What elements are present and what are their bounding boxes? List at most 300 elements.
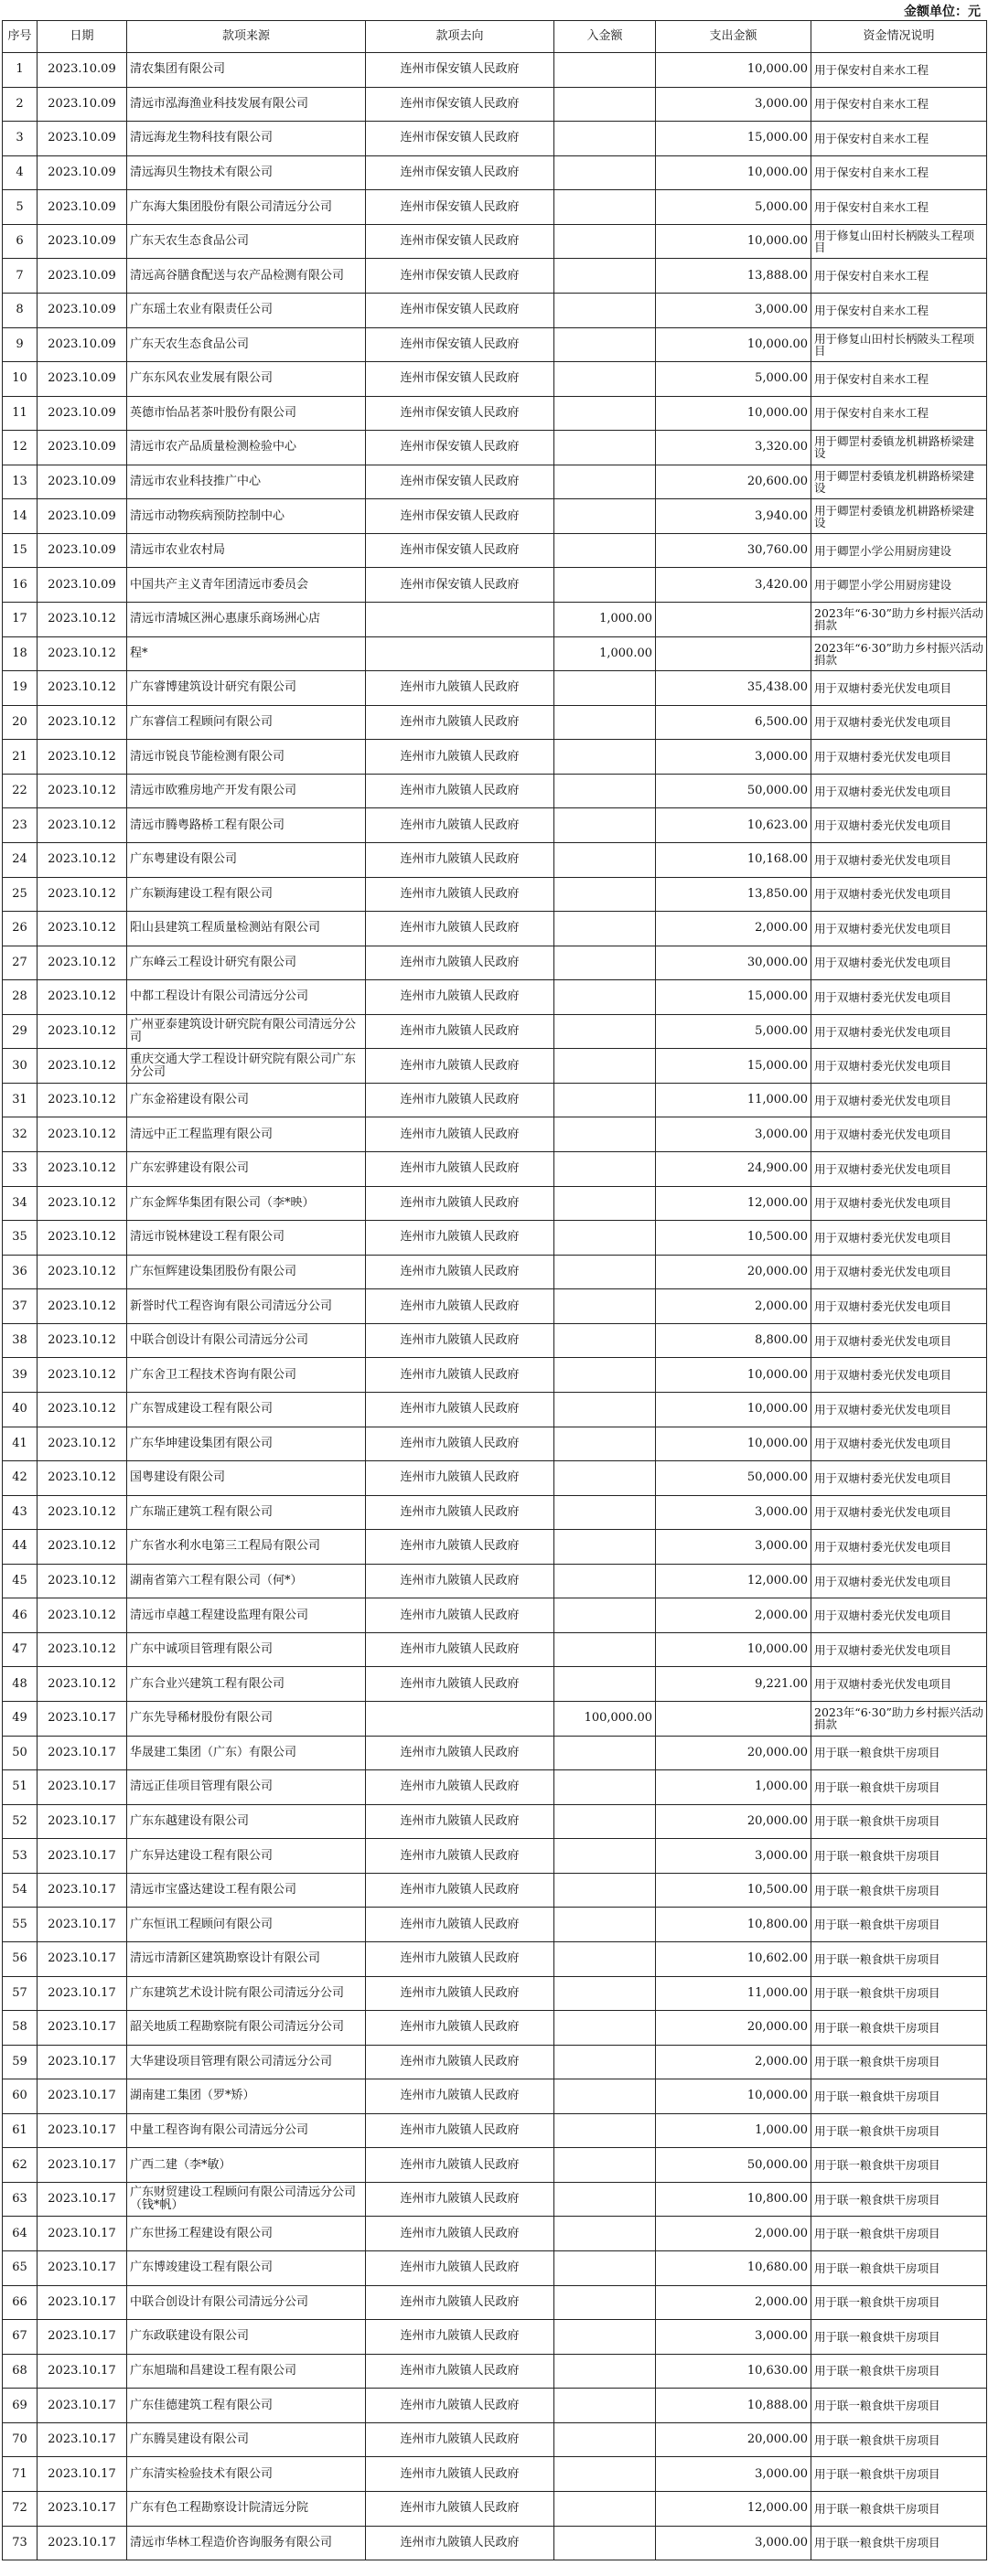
cell-seq: 42 [3,1461,38,1496]
table-row [3,2113,987,2148]
cell-destination: 连州市九陂镇人民政府 [366,2182,554,2217]
cell-expense: 12,000.00 [656,1186,811,1221]
header-source: 款项来源 [127,21,366,53]
cell-seq: 37 [3,1289,38,1324]
cell-source: 清远市动物疾病预防控制中心 [127,499,366,534]
cell-destination: 连州市九陂镇人民政府 [366,2113,554,2148]
cell-date: 2023.10.12 [38,1289,127,1324]
unit-line [0,0,988,20]
cell-destination: 连州市九陂镇人民政府 [366,1392,554,1427]
cell-note: 用于双塘村委光伏发电项目 [811,1221,987,1256]
table-row [3,1152,987,1187]
cell-note: 用于双塘村委光伏发电项目 [811,946,987,980]
cell-note: 用于保安村自来水工程 [811,53,987,88]
table-row [3,2182,987,2217]
cell-expense: 10,000.00 [656,327,811,362]
table-row [3,705,987,740]
cell-seq: 35 [3,1221,38,1256]
cell-note: 用于双塘村委光伏发电项目 [811,1530,987,1565]
cell-income [554,1530,656,1565]
cell-destination: 连州市保安镇人民政府 [366,53,554,88]
cell-destination: 连州市九陂镇人民政府 [366,1495,554,1530]
cell-income [554,1049,656,1084]
cell-note: 用于联一粮食烘干房项目 [811,2526,987,2560]
cell-income [554,2079,656,2114]
table-row [3,2045,987,2079]
cell-source: 广东华坤建设集团有限公司 [127,1427,366,1461]
cell-date: 2023.10.17 [38,1908,127,1942]
cell-expense: 50,000.00 [656,774,811,808]
cell-seq: 64 [3,2217,38,2251]
cell-date: 2023.10.17 [38,2148,127,2183]
cell-source: 广东峰云工程设计研究有限公司 [127,946,366,980]
cell-source: 清远市欧雅房地产开发有限公司 [127,774,366,808]
cell-destination: 连州市保安镇人民政府 [366,190,554,225]
cell-expense: 2,000.00 [656,1289,811,1324]
cell-seq: 44 [3,1530,38,1565]
cell-expense: 3,000.00 [656,2526,811,2560]
cell-expense: 13,888.00 [656,259,811,294]
cell-income [554,2113,656,2148]
cell-expense: 3,000.00 [656,2320,811,2355]
cell-seq: 25 [3,877,38,912]
cell-note: 用于联一粮食烘干房项目 [811,2354,987,2389]
cell-date: 2023.10.17 [38,2320,127,2355]
cell-date: 2023.10.12 [38,912,127,946]
cell-date: 2023.10.09 [38,533,127,568]
cell-note: 用于保安村自来水工程 [811,155,987,190]
cell-destination: 连州市九陂镇人民政府 [366,2285,554,2320]
cell-date: 2023.10.12 [38,774,127,808]
table-row [3,1461,987,1496]
cell-note: 用于联一粮食烘干房项目 [811,1770,987,1805]
cell-date: 2023.10.12 [38,1461,127,1496]
table-row [3,2011,987,2046]
cell-destination: 连州市九陂镇人民政府 [366,946,554,980]
cell-income [554,1014,656,1049]
cell-income [554,2457,656,2492]
cell-destination: 连州市九陂镇人民政府 [366,2148,554,2183]
cell-source: 广东恒辉建设集团股份有限公司 [127,1255,366,1289]
table-row [3,1014,987,1049]
cell-source: 中都工程设计有限公司清远分公司 [127,980,366,1015]
cell-expense: 24,900.00 [656,1152,811,1187]
cell-destination: 连州市保安镇人民政府 [366,465,554,499]
cell-note: 用于双塘村委光伏发电项目 [811,1014,987,1049]
cell-destination: 连州市九陂镇人民政府 [366,842,554,877]
cell-destination: 连州市九陂镇人民政府 [366,2079,554,2114]
cell-seq: 21 [3,740,38,775]
cell-destination: 连州市九陂镇人民政府 [366,1564,554,1598]
cell-note: 用于双塘村委光伏发电项目 [811,808,987,843]
cell-destination: 连州市保安镇人民政府 [366,224,554,259]
cell-expense: 10,623.00 [656,808,811,843]
cell-source: 广东省水利水电第三工程局有限公司 [127,1530,366,1565]
cell-expense: 20,000.00 [656,1804,811,1839]
cell-expense: 10,000.00 [656,155,811,190]
table-row [3,2389,987,2423]
cell-seq: 69 [3,2389,38,2423]
cell-seq: 48 [3,1667,38,1702]
cell-source: 清远市宝盛达建设工程有限公司 [127,1873,366,1908]
cell-income [554,396,656,431]
table-row [3,1049,987,1084]
cell-source: 中联合创设计有限公司清远分公司 [127,2285,366,2320]
cell-note: 用于联一粮食烘干房项目 [811,2422,987,2457]
cell-date: 2023.10.12 [38,946,127,980]
cell-destination: 连州市保安镇人民政府 [366,431,554,465]
cell-source: 中量工程咨询有限公司清远分公司 [127,2113,366,2148]
cell-note: 用于联一粮食烘干房项目 [811,2148,987,2183]
cell-income [554,877,656,912]
cell-date: 2023.10.09 [38,87,127,122]
cell-expense: 10,168.00 [656,842,811,877]
table-row [3,568,987,603]
cell-note: 用于卿罡村委镇龙机耕路桥梁建设 [811,499,987,534]
cell-income [554,224,656,259]
cell-note: 用于双塘村委光伏发电项目 [811,1049,987,1084]
cell-income [554,980,656,1015]
table-row [3,1564,987,1598]
cell-source: 广东清实检验技术有限公司 [127,2457,366,2492]
cell-income [554,465,656,499]
cell-income [554,842,656,877]
cell-date: 2023.10.12 [38,603,127,637]
cell-expense: 6,500.00 [656,705,811,740]
cell-expense: 3,000.00 [656,1839,811,1874]
table-row [3,362,987,397]
cell-source: 清远市华林工程造价咨询服务有限公司 [127,2526,366,2560]
cell-income [554,2182,656,2217]
cell-note: 用于双塘村委光伏发电项目 [811,980,987,1015]
cell-expense: 13,850.00 [656,877,811,912]
cell-source: 国粤建设有限公司 [127,1461,366,1496]
table-row [3,2491,987,2526]
cell-seq: 34 [3,1186,38,1221]
cell-seq: 63 [3,2182,38,2217]
cell-destination: 连州市保安镇人民政府 [366,122,554,156]
cell-note: 用于双塘村委光伏发电项目 [811,1564,987,1598]
cell-destination: 连州市九陂镇人民政府 [366,912,554,946]
cell-seq: 65 [3,2251,38,2286]
cell-date: 2023.10.12 [38,1598,127,1633]
cell-note: 用于双塘村委光伏发电项目 [811,1598,987,1633]
cell-seq: 68 [3,2354,38,2389]
cell-destination: 连州市九陂镇人民政府 [366,1976,554,2011]
cell-destination: 连州市保安镇人民政府 [366,327,554,362]
cell-note: 用于联一粮食烘干房项目 [811,2182,987,2217]
cell-note: 用于联一粮食烘干房项目 [811,2217,987,2251]
cell-date: 2023.10.12 [38,1427,127,1461]
table-row [3,636,987,671]
cell-note: 用于双塘村委光伏发电项目 [811,1255,987,1289]
cell-note: 用于联一粮食烘干房项目 [811,2457,987,2492]
cell-source: 广东瑞正建筑工程有限公司 [127,1495,366,1530]
cell-seq: 46 [3,1598,38,1633]
cell-source: 广东睿博建筑设计研究有限公司 [127,671,366,706]
cell-seq: 54 [3,1873,38,1908]
cell-expense: 15,000.00 [656,980,811,1015]
cell-note: 用于双塘村委光伏发电项目 [811,1495,987,1530]
cell-income [554,431,656,465]
cell-destination: 连州市九陂镇人民政府 [366,1908,554,1942]
cell-expense: 5,000.00 [656,190,811,225]
cell-note: 用于保安村自来水工程 [811,122,987,156]
table-body [3,53,987,2560]
cell-expense: 10,500.00 [656,1221,811,1256]
cell-date: 2023.10.12 [38,1495,127,1530]
table-row [3,1976,987,2011]
cell-date: 2023.10.12 [38,1083,127,1117]
cell-date: 2023.10.17 [38,2354,127,2389]
cell-destination: 连州市九陂镇人民政府 [366,808,554,843]
cell-source: 广东腾昊建设有限公司 [127,2422,366,2457]
cell-seq: 29 [3,1014,38,1049]
cell-date: 2023.10.09 [38,431,127,465]
cell-destination: 连州市九陂镇人民政府 [366,2320,554,2355]
cell-destination: 连州市九陂镇人民政府 [366,1014,554,1049]
cell-income [554,499,656,534]
table-row [3,190,987,225]
cell-date: 2023.10.09 [38,362,127,397]
cell-date: 2023.10.12 [38,705,127,740]
cell-note: 用于保安村自来水工程 [811,87,987,122]
cell-source: 中国共产主义青年团清远市委员会 [127,568,366,603]
cell-seq: 33 [3,1152,38,1187]
table-row [3,1495,987,1530]
table-row [3,1221,987,1256]
cell-seq: 9 [3,327,38,362]
cell-note: 用于双塘村委光伏发电项目 [811,774,987,808]
cell-income [554,1873,656,1908]
cell-expense: 5,000.00 [656,1014,811,1049]
cell-expense: 3,000.00 [656,1117,811,1152]
cell-date: 2023.10.17 [38,2182,127,2217]
cell-date: 2023.10.17 [38,2526,127,2560]
cell-note: 用于修复山田村长柄陂头工程项目 [811,327,987,362]
cell-seq: 60 [3,2079,38,2114]
cell-source: 广东恒讯工程顾问有限公司 [127,1908,366,1942]
table-row [3,2457,987,2492]
table-row [3,2217,987,2251]
cell-seq: 15 [3,533,38,568]
cell-date: 2023.10.17 [38,1976,127,2011]
cell-source: 广东瑶土农业有限责任公司 [127,293,366,327]
cell-note: 用于联一粮食烘干房项目 [811,1873,987,1908]
cell-expense: 3,420.00 [656,568,811,603]
cell-expense [656,1702,811,1737]
cell-income [554,1289,656,1324]
cell-income [554,912,656,946]
cell-source: 湖南省第六工程有限公司（何*） [127,1564,366,1598]
cell-note: 用于卿罡小学公用厨房建设 [811,533,987,568]
cell-source: 广东宏骅建设有限公司 [127,1152,366,1187]
cell-expense: 3,940.00 [656,499,811,534]
cell-destination: 连州市九陂镇人民政府 [366,1667,554,1702]
table-row [3,465,987,499]
cell-source: 韶关地质工程勘察院有限公司清远分公司 [127,2011,366,2046]
cell-date: 2023.10.12 [38,842,127,877]
cell-expense: 20,000.00 [656,2011,811,2046]
table-row [3,1598,987,1633]
cell-date: 2023.10.09 [38,327,127,362]
cell-date: 2023.10.12 [38,1323,127,1358]
cell-seq: 72 [3,2491,38,2526]
cell-date: 2023.10.12 [38,1049,127,1084]
cell-expense: 10,000.00 [656,1427,811,1461]
cell-seq: 50 [3,1736,38,1770]
cell-destination: 连州市九陂镇人民政府 [366,740,554,775]
cell-expense: 10,800.00 [656,1908,811,1942]
table-row [3,2251,987,2286]
cell-note: 用于联一粮食烘干房项目 [811,2320,987,2355]
cell-seq: 22 [3,774,38,808]
cell-date: 2023.10.17 [38,2251,127,2286]
table-row [3,946,987,980]
cell-income [554,1255,656,1289]
cell-source: 清远中正工程监理有限公司 [127,1117,366,1152]
table-row [3,53,987,88]
table-row [3,259,987,294]
cell-note: 用于双塘村委光伏发电项目 [811,1392,987,1427]
cell-source: 广东天农生态食品公司 [127,327,366,362]
cell-date: 2023.10.17 [38,1873,127,1908]
table-row [3,1427,987,1461]
cell-destination: 连州市保安镇人民政府 [366,396,554,431]
cell-income [554,2320,656,2355]
table-row [3,2285,987,2320]
cell-income [554,2526,656,2560]
cell-seq: 39 [3,1358,38,1393]
cell-seq: 70 [3,2422,38,2457]
cell-source: 广东东风农业发展有限公司 [127,362,366,397]
table-row [3,2422,987,2457]
cell-income [554,1564,656,1598]
cell-expense: 10,602.00 [656,1941,811,1976]
cell-source: 阳山县建筑工程质量检测站有限公司 [127,912,366,946]
cell-income [554,2148,656,2183]
table-row [3,1941,987,1976]
cell-seq: 28 [3,980,38,1015]
cell-seq: 6 [3,224,38,259]
cell-expense: 30,000.00 [656,946,811,980]
cell-date: 2023.10.12 [38,1117,127,1152]
cell-date: 2023.10.12 [38,1152,127,1187]
cell-income [554,533,656,568]
cell-seq: 12 [3,431,38,465]
cell-date: 2023.10.09 [38,122,127,156]
cell-destination: 连州市九陂镇人民政府 [366,980,554,1015]
cell-date: 2023.10.17 [38,1702,127,1737]
table-row [3,2354,987,2389]
cell-date: 2023.10.17 [38,2113,127,2148]
cell-income [554,1908,656,1942]
table-row [3,912,987,946]
cell-destination [366,1702,554,1737]
cell-note: 用于联一粮食烘干房项目 [811,2113,987,2148]
table-row [3,877,987,912]
cell-note: 用于卿罡村委镇龙机耕路桥梁建设 [811,431,987,465]
cell-note: 用于卿罡小学公用厨房建设 [811,568,987,603]
cell-seq: 10 [3,362,38,397]
cell-source: 程* [127,636,366,671]
cell-destination: 连州市保安镇人民政府 [366,293,554,327]
cell-date: 2023.10.09 [38,465,127,499]
cell-seq: 49 [3,1702,38,1737]
header-expense: 支出金额 [656,21,811,53]
cell-date: 2023.10.09 [38,568,127,603]
cell-expense: 3,000.00 [656,740,811,775]
cell-income [554,1392,656,1427]
table-row [3,980,987,1015]
cell-note: 用于双塘村委光伏发电项目 [811,1117,987,1152]
cell-note: 用于联一粮食烘干房项目 [811,1736,987,1770]
table-row [3,1255,987,1289]
cell-note: 用于双塘村委光伏发电项目 [811,842,987,877]
cell-destination: 连州市九陂镇人民政府 [366,1289,554,1324]
cell-expense: 3,000.00 [656,1530,811,1565]
header-seq: 序号 [3,21,38,53]
cell-note: 用于双塘村委光伏发电项目 [811,1083,987,1117]
cell-seq: 55 [3,1908,38,1942]
cell-expense: 2,000.00 [656,2285,811,2320]
cell-seq: 40 [3,1392,38,1427]
cell-destination: 连州市九陂镇人民政府 [366,1873,554,1908]
table-row [3,1770,987,1805]
cell-income [554,1186,656,1221]
cell-expense: 3,000.00 [656,87,811,122]
cell-expense: 12,000.00 [656,1564,811,1598]
cell-expense: 2,000.00 [656,2045,811,2079]
cell-income: 100,000.00 [554,1702,656,1737]
cell-note: 用于双塘村委光伏发电项目 [811,1289,987,1324]
cell-seq: 59 [3,2045,38,2079]
cell-date: 2023.10.17 [38,2457,127,2492]
cell-source: 清农集团有限公司 [127,53,366,88]
cell-expense: 3,320.00 [656,431,811,465]
cell-seq: 8 [3,293,38,327]
cell-seq: 67 [3,2320,38,2355]
cell-source: 广东舍卫工程技术咨询有限公司 [127,1358,366,1393]
cell-note: 用于联一粮食烘干房项目 [811,1908,987,1942]
cell-destination: 连州市九陂镇人民政府 [366,2457,554,2492]
funds-table [2,20,987,2560]
cell-income [554,1736,656,1770]
cell-source: 广东金裕建设有限公司 [127,1083,366,1117]
cell-seq: 66 [3,2285,38,2320]
cell-expense: 50,000.00 [656,2148,811,2183]
cell-destination: 连州市九陂镇人民政府 [366,1598,554,1633]
cell-destination: 连州市九陂镇人民政府 [366,1839,554,1874]
cell-source: 英德市怡品茗茶叶股份有限公司 [127,396,366,431]
table-row [3,533,987,568]
cell-seq: 16 [3,568,38,603]
cell-income [554,1804,656,1839]
cell-note: 用于联一粮食烘干房项目 [811,2285,987,2320]
cell-note: 2023年“6·30”助力乡村振兴活动捐款 [811,1702,987,1737]
table-row [3,155,987,190]
cell-income [554,1495,656,1530]
cell-source: 清远海贝生物技术有限公司 [127,155,366,190]
cell-income [554,2217,656,2251]
cell-source: 新誉时代工程咨询有限公司清远分公司 [127,1289,366,1324]
cell-source: 广东中诚项目管理有限公司 [127,1632,366,1667]
cell-seq: 61 [3,2113,38,2148]
cell-income [554,1358,656,1393]
cell-expense: 10,800.00 [656,2182,811,2217]
cell-seq: 24 [3,842,38,877]
cell-expense: 10,680.00 [656,2251,811,2286]
